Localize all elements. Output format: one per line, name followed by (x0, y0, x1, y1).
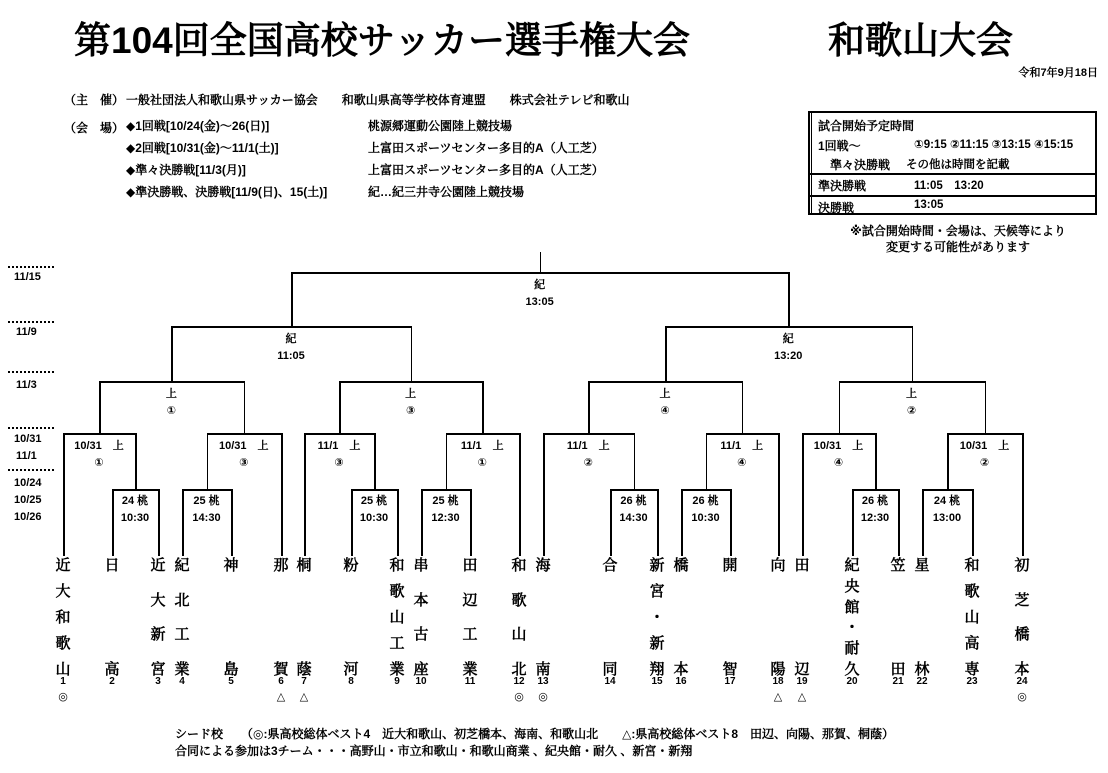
team-name-21: 笠 田 (890, 557, 906, 678)
bracket-line (665, 326, 667, 381)
round-schedule-4: ◆準決勝戦、決勝戦[11/9(日)、15(土)] (126, 185, 328, 199)
team-number-17: 17 (724, 676, 736, 687)
bracket-line (912, 326, 914, 381)
bracket-line (304, 433, 376, 435)
bracket-line (839, 381, 987, 383)
date-quarterfinal: 11/3 (16, 379, 37, 391)
team-number-13: 13 (537, 676, 549, 687)
semifinal-2-label: 紀 13:20 (774, 333, 803, 362)
bracket-line (446, 433, 521, 435)
bracket-line (706, 433, 780, 435)
team-number-10: 10 (415, 676, 427, 687)
team-number-8: 8 (348, 676, 354, 687)
bracket-line (351, 489, 399, 491)
team-name-17: 開 智 (722, 557, 738, 678)
kickoff-row4-value: 13:05 (914, 199, 944, 211)
bracket-line (588, 381, 590, 433)
bracket-line (742, 381, 744, 433)
team-number-18: 18 (772, 676, 784, 687)
kickoff-row4-label: 決勝戦 (818, 201, 855, 215)
bracket-line (112, 489, 160, 491)
bracket-line (339, 381, 341, 433)
round1-match-2-label: 25 桃 14:30 (192, 495, 221, 524)
bracket-line (588, 381, 743, 383)
date-final: 11/15 (14, 271, 41, 283)
team-seed-18: △ (773, 691, 783, 703)
round2-match-7-label: 10/31 上 ④ (813, 440, 864, 469)
team-name-4: 紀 北 工 業 (174, 557, 190, 678)
team-number-11: 11 (464, 676, 476, 687)
team-number-19: 19 (796, 676, 808, 687)
team-number-24: 24 (1016, 676, 1028, 687)
bracket-line (482, 381, 484, 433)
team-number-6: 6 (278, 676, 284, 687)
bracket-line (99, 381, 245, 383)
bracket-line (207, 433, 283, 435)
round2-match-4-label: 11/1 上 ① (460, 440, 504, 469)
team-name-10: 串 本 古 座 (413, 557, 429, 678)
kickoff-row2-label: 準々決勝戦 (818, 158, 891, 172)
round-venue-2: 上富田スポーツセンター多目的A（人工芝） (368, 141, 604, 155)
quarterfinal-4-label: 上 ② (906, 388, 917, 417)
team-seed-7: △ (299, 691, 309, 703)
team-number-12: 12 (513, 676, 525, 687)
team-name-8: 粉 河 (343, 557, 359, 678)
round-schedule-2: ◆2回戦[10/31(金)～11/1(土)] (126, 141, 279, 155)
team-name-11: 田 辺 工 業 (462, 557, 478, 678)
team-name-1: 近 大 和 歌 山 (55, 557, 71, 678)
team-number-5: 5 (228, 676, 234, 687)
date-round2-a: 10/31 (14, 433, 42, 445)
team-name-15: 新 宮 ・ 新 翔 (649, 557, 665, 678)
final-stub-line (540, 252, 542, 272)
bracket-line (182, 489, 233, 491)
team-number-21: 21 (892, 676, 904, 687)
bracket-line (543, 433, 635, 435)
team-seed-13: ◎ (538, 691, 548, 703)
bracket-line (852, 489, 900, 491)
team-seed-12: ◎ (514, 691, 524, 703)
team-seed-1: ◎ (58, 691, 68, 703)
organizer-label: （主 催） (64, 93, 125, 107)
team-number-4: 4 (179, 676, 185, 687)
team-name-3: 近 大 新 宮 (150, 557, 166, 678)
kickoff-row1-label: 1回戦～ (818, 139, 861, 153)
kickoff-row1-value: ①9:15 ②11:15 ③13:15 ④15:15 (914, 139, 1074, 151)
team-number-7: 7 (301, 676, 307, 687)
team-name-16: 橋 本 (673, 557, 689, 678)
team-seed-24: ◎ (1017, 691, 1027, 703)
team-name-9: 和 歌 山 工 業 (389, 557, 405, 678)
team-seed-19: △ (797, 691, 807, 703)
bracket-line (922, 489, 974, 491)
page-title: 第104回全国高校サッカー選手権大会 (74, 20, 690, 61)
round1-match-1-label: 24 桃 10:30 (120, 495, 150, 524)
date-semifinal: 11/9 (16, 326, 37, 338)
bracket-line (802, 433, 877, 435)
team-number-20: 20 (846, 676, 858, 687)
team-number-1: 1 (60, 676, 66, 687)
date-round1-c: 10/26 (14, 511, 42, 523)
round-venue-3: 上富田スポーツセンター多目的A（人工芝） (368, 163, 604, 177)
seed-note: シード校 （◎:県高校総体ベスト4 近大和歌山、初芝橋本、海南、和歌山北 △:県高校総体ベスト8 田辺、向陽、那賀、桐蔭） (175, 727, 895, 741)
bracket-line (947, 433, 1024, 435)
team-number-2: 2 (109, 676, 115, 687)
round2-match-3-label: 11/1 上 ③ (317, 440, 361, 469)
bracket-line (421, 489, 472, 491)
team-name-22: 星 林 (914, 557, 930, 678)
round-schedule-3: ◆準々決勝戦[11/3(月)] (126, 163, 246, 177)
bracket-line (291, 272, 790, 274)
round-venue-1: 桃源郷運動公園陸上競技場 (368, 119, 513, 133)
bracket-line (244, 381, 246, 433)
page-title-region: 和歌山大会 (828, 20, 1013, 61)
bracket-line (665, 326, 913, 328)
quarterfinal-1-label: 上 ① (165, 388, 177, 417)
team-name-7: 桐 蔭 (296, 557, 312, 678)
team-number-14: 14 (604, 676, 616, 687)
bracket-line (291, 272, 293, 326)
round1-match-7-label: 26 桃 12:30 (860, 495, 890, 524)
bracket-line (610, 489, 659, 491)
team-name-18: 向 陽 (770, 557, 786, 678)
bracket-line (681, 489, 732, 491)
kickoff-row2-value: その他は時間を記載 (906, 159, 1010, 171)
team-name-20: 紀 央 館 ・ 耐 久 (844, 557, 860, 678)
date-round2-b: 11/1 (16, 450, 37, 462)
bracket-line (171, 326, 412, 328)
bracket-line (985, 381, 987, 433)
round2-match-6-label: 11/1 上 ④ (720, 440, 764, 469)
team-name-2: 日 高 (104, 557, 120, 678)
team-number-22: 22 (916, 676, 928, 687)
bracket-line (839, 381, 841, 433)
team-name-13: 海 南 (535, 557, 551, 678)
venue-label: （会 場） (64, 121, 125, 135)
semifinal-1-label: 紀 11:05 (277, 333, 305, 362)
team-number-9: 9 (394, 676, 400, 687)
date-round1-a: 10/24 (14, 477, 42, 489)
round2-match-2-label: 10/31 上 ③ (218, 440, 269, 469)
issue-date: 令和7年9月18日 (1018, 67, 1098, 79)
team-name-6: 那 賀 (273, 557, 289, 678)
kickoff-row3-value: 11:05 13:20 (914, 180, 984, 192)
team-seed-6: △ (276, 691, 286, 703)
round1-match-5-label: 26 桃 14:30 (619, 495, 648, 524)
team-name-24: 初 芝 橋 本 (1014, 557, 1030, 678)
date-round1-b: 10/25 (14, 494, 42, 506)
team-name-23: 和 歌 山 高 専 (964, 557, 980, 678)
team-name-5: 神 島 (223, 557, 239, 678)
bracket-line (339, 381, 484, 383)
team-number-16: 16 (675, 676, 687, 687)
kickoff-row3-label: 準決勝戦 (818, 179, 867, 193)
team-name-14: 合 同 (602, 557, 618, 678)
round2-match-5-label: 11/1 上 ② (566, 440, 610, 469)
bracket-line (634, 433, 636, 489)
joint-team-note: 合同による参加は3チーム・・・高野山・市立和歌山・和歌山商業 、紀央館・耐久 、新宮・新翔 (175, 744, 693, 758)
final-label: 紀 13:05 (525, 279, 554, 308)
bracket-line (63, 433, 137, 435)
round1-match-3-label: 25 桃 10:30 (359, 495, 389, 524)
weather-note-line2: 変更する可能性があります (885, 240, 1030, 254)
weather-note-line1: ※試合開始時間・会場は、天候等により (850, 224, 1066, 238)
bracket-line (99, 381, 101, 433)
team-number-3: 3 (155, 676, 161, 687)
bracket-line (411, 326, 413, 381)
round1-match-4-label: 25 桃 12:30 (431, 495, 460, 524)
kickoff-box-title: 試合開始予定時間 (818, 119, 915, 133)
team-name-12: 和 歌 山 北 (511, 557, 527, 678)
round1-match-8-label: 24 桃 13:00 (932, 495, 962, 524)
team-name-19: 田 辺 (794, 557, 810, 678)
organizer-text: 一般社団法人和歌山県サッカー協会 和歌山県高等学校体育連盟 株式会社テレビ和歌山 (126, 93, 630, 107)
bracket-line (171, 326, 173, 381)
round2-match-1-label: 10/31 上 ① (74, 440, 124, 469)
round1-match-6-label: 26 桃 10:30 (691, 495, 720, 524)
team-number-15: 15 (651, 676, 663, 687)
bracket-line (788, 272, 790, 326)
quarterfinal-2-label: 上 ③ (405, 388, 417, 417)
round-venue-4: 紀…紀三井寺公園陸上競技場 (368, 185, 525, 199)
quarterfinal-3-label: 上 ④ (659, 388, 671, 417)
team-number-23: 23 (966, 676, 978, 687)
round-schedule-1: ◆1回戦[10/24(金)～26(日)] (126, 119, 270, 133)
round2-match-8-label: 10/31 上 ② (959, 440, 1010, 469)
